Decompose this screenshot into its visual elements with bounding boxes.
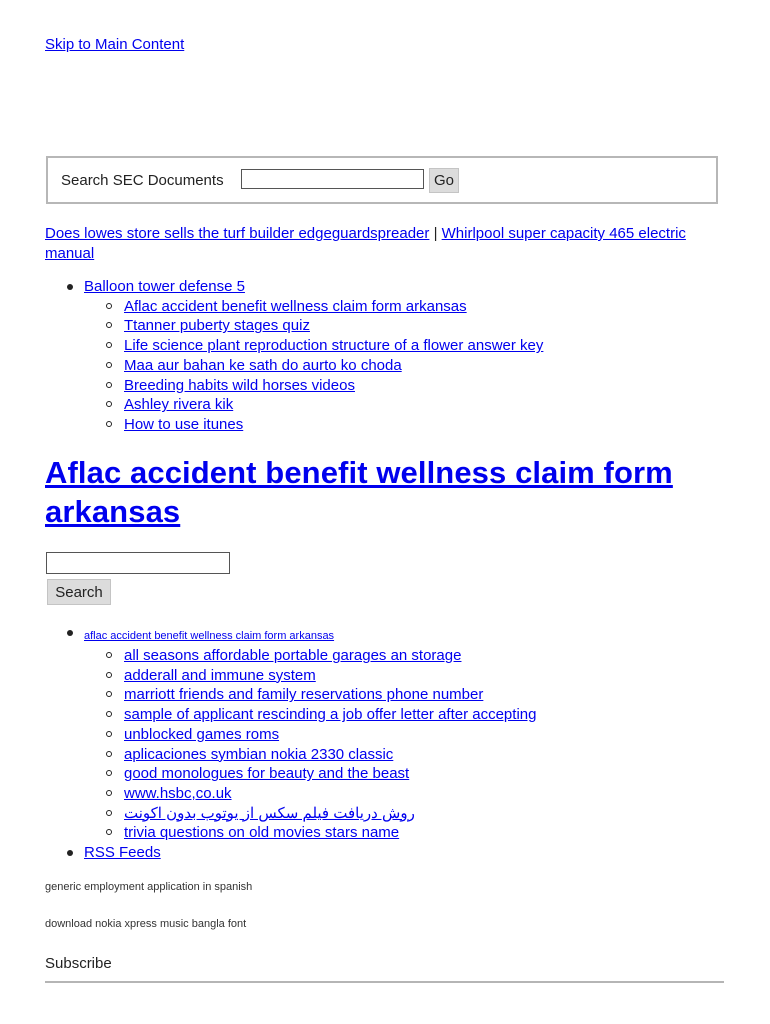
crumb-separator: |: [433, 225, 438, 242]
tag-sub-item: [45, 725, 745, 745]
generic-employment-text: generic employment application in spanish: [45, 881, 253, 893]
sec-search-label: Search SEC Documents: [61, 172, 224, 189]
sec-search-form: [46, 156, 718, 204]
nav-list: [45, 277, 745, 435]
nav-sub-link[interactable]: Life science plant reproduction structure of a flower answer key: [124, 337, 544, 355]
tag-sub-link-persian[interactable]: روش دریافت فیلم سکس از یوتوب بدون اکونت: [124, 804, 415, 822]
tag-sub-item: [45, 784, 745, 804]
tag-sub-item: [45, 705, 745, 725]
nav-sub-item: [45, 356, 745, 376]
tag-sub-item: [45, 823, 745, 843]
tag-sub-link[interactable]: unblocked games roms: [124, 725, 280, 743]
tag-sub-item: [45, 685, 745, 705]
tag-sub-item: [45, 764, 745, 784]
nav-sub-item: [45, 297, 745, 317]
skip-to-main-content-link[interactable]: Skip to Main Content: [45, 36, 185, 53]
tag-sub-item: [45, 804, 745, 824]
nav-sub-link[interactable]: Aflac accident benefit wellness claim form arkansas: [124, 297, 467, 315]
nav-list-item: [45, 277, 745, 297]
tag-list-item: [45, 843, 745, 863]
tag-sub-link[interactable]: good monologues for beauty and the beast: [124, 765, 410, 783]
nav-sub-link[interactable]: Breeding habits wild horses videos: [124, 376, 355, 394]
tag-sub-link[interactable]: adderall and immune system: [124, 666, 316, 684]
tag-sub-link[interactable]: marriott friends and family reservations phone number: [124, 686, 484, 704]
tag-sub-link[interactable]: www.hsbc,co.uk: [124, 784, 232, 802]
nav-sub-link[interactable]: How to use itunes: [124, 415, 244, 433]
page-title-link[interactable]: Aflac accident benefit wellness claim form arkansas: [45, 455, 673, 529]
sec-search-input[interactable]: [241, 169, 424, 189]
go-button[interactable]: Go: [429, 168, 459, 193]
tag-sub-link[interactable]: all seasons affordable portable garages an storage: [124, 647, 462, 664]
page-title: [45, 453, 745, 531]
tag-list: [45, 625, 745, 863]
nav-sub-item: [45, 415, 745, 435]
tag-sub-item: [45, 745, 745, 765]
nav-sub-item: [45, 316, 745, 336]
nav-sub-item: [45, 336, 745, 356]
tag-sub-link[interactable]: aplicaciones symbian nokia 2330 classic: [124, 745, 394, 763]
tag-link-current[interactable]: aflac accident benefit wellness claim form arkansas: [84, 630, 335, 642]
tag-sub-link[interactable]: trivia questions on old movies stars name: [124, 824, 400, 842]
nav-sub-link[interactable]: Ashley rivera kik: [124, 396, 234, 414]
nav-link-balloon-tower[interactable]: Balloon tower defense 5: [84, 278, 245, 295]
download-nokia-text: download nokia xpress music bangla font: [45, 918, 247, 930]
search-button[interactable]: Search: [47, 579, 111, 605]
nav-sub-link[interactable]: Maa aur bahan ke sath do aurto ko choda: [124, 356, 402, 374]
tag-sub-item: [45, 666, 745, 686]
crumb-link-lowes[interactable]: Does lowes store sells the turf builder edgeguardspreader: [45, 225, 430, 242]
subscribe-heading: Subscribe: [45, 955, 112, 972]
crumb-link-whirlpool[interactable]: Whirlpool super capacity 465 electric manual: [45, 225, 686, 262]
site-search-input[interactable]: [46, 552, 230, 574]
nav-sub-link[interactable]: Ttanner puberty stages quiz: [124, 317, 310, 335]
tag-list-item: [45, 625, 745, 646]
nav-sub-item: [45, 376, 745, 396]
divider: [45, 981, 724, 983]
tag-sub-link[interactable]: sample of applicant rescinding a job offer letter after accepting: [124, 706, 537, 724]
rss-feeds-link[interactable]: RSS Feeds: [84, 844, 161, 862]
nav-sub-item: [45, 395, 745, 415]
breadcrumb: [45, 224, 725, 264]
tag-sub-item: [45, 646, 745, 666]
